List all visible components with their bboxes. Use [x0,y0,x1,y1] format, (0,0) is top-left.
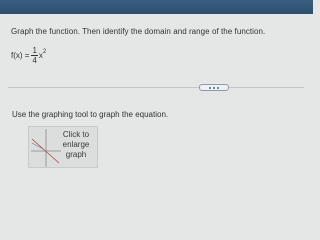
ellipsis-dot [213,87,215,89]
header-bar [0,0,313,14]
thumbnail-caption-line2: enlarge [62,140,90,149]
equation-lhs: f(x) = [11,50,30,60]
ellipsis-icon[interactable] [199,84,229,91]
thumbnail-caption [59,130,93,160]
fraction-numerator: 1 [32,45,37,55]
ellipsis-dot [217,87,219,89]
fraction-denominator: 4 [32,55,37,65]
thumbnail-caption-line1: Click to [62,130,90,139]
section-divider [8,87,304,88]
equation-exponent: 2 [42,49,47,55]
coefficient-fraction [31,46,37,65]
equation-variable: x [38,50,43,60]
function-equation [11,42,46,68]
graph-instruction: Use the graphing tool to graph the equation. [12,110,169,119]
thumbnail-caption-line3: graph [65,150,87,159]
ellipsis-dot [209,87,211,89]
graph-thumbnail-button[interactable] [28,126,98,168]
question-prompt: Graph the function. Then identify the domain and range of the function. [11,27,266,36]
